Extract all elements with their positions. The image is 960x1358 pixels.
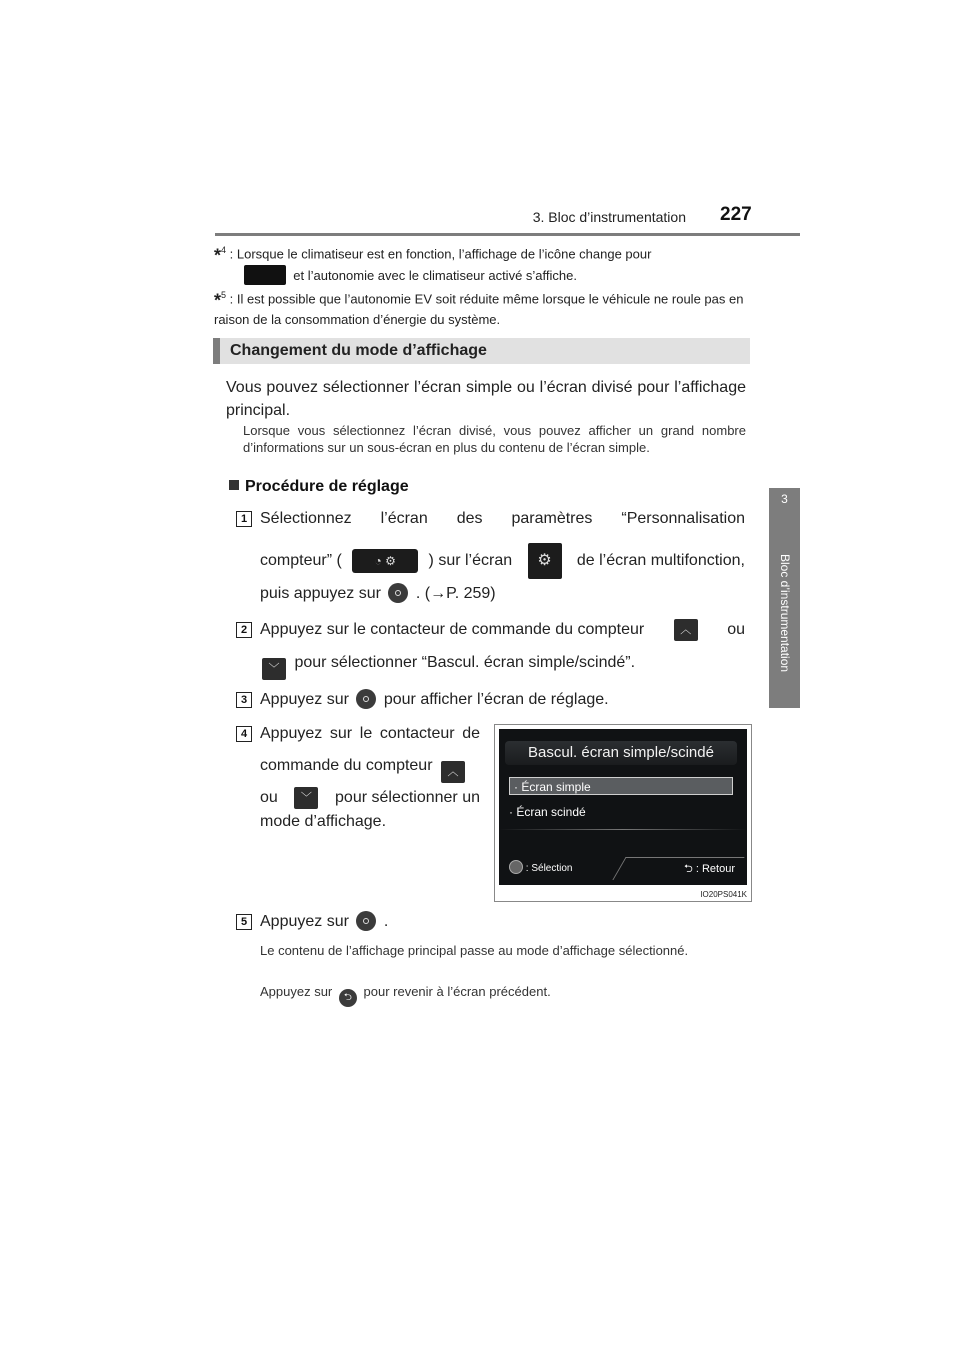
step-2-line-1: Appuyez sur le contacteur de commande du compteur ︿ ou <box>260 618 745 642</box>
step-1-line-1: Sélectionnez l’écran des paramètres “Personnalisation <box>260 510 745 527</box>
result-note: Le contenu de l’affichage principal passe au mode d’affichage sélectionné. <box>260 943 689 958</box>
step-4-line-2: commande du compteur ︿ <box>260 754 469 783</box>
step-number: 1 <box>236 511 252 527</box>
step-4-line-3: ou ﹀ pour sélectionner un <box>260 786 480 810</box>
header-rule <box>215 233 800 236</box>
up-arrow-icon: ︿ <box>441 761 465 783</box>
option-ecran-scinde: · Écran scindé <box>509 805 586 819</box>
ok-button-icon <box>356 689 376 709</box>
section-intro: Vous pouvez sélectionner l’écran simple ou l’écran divisé pour l’affichage principal. <box>226 379 746 419</box>
step-number: 4 <box>236 726 252 742</box>
section-heading: Changement du mode d’affichage <box>213 338 750 364</box>
gear-icon: ⚙ <box>528 543 562 579</box>
footer-selection: : Sélection <box>509 860 572 874</box>
step-4-line-4: mode d’affichage. <box>260 813 387 830</box>
screen-footer <box>499 857 747 881</box>
side-tab-label: Bloc d’instrumentation <box>778 554 792 673</box>
gauge-settings-icon: ◔ ⚙ <box>352 549 418 573</box>
back-arrow-icon: ⮌ <box>683 863 693 875</box>
step-2-line-2: ﹀ pour sélectionner “Bascul. écran simple/scindé”. <box>262 651 635 680</box>
step-1-line-2: compteur” ( ◔ ⚙ ) sur l’écran ⚙ de l’écran multifonction, <box>260 543 745 579</box>
back-button-icon: ⮌ <box>339 989 357 1007</box>
meter-screen <box>499 729 747 885</box>
step-4-line-1: Appuyez sur le contacteur de <box>260 725 480 742</box>
procedure-title: Procédure de réglage <box>229 478 409 496</box>
ok-button-icon <box>388 583 408 603</box>
footnote-4: *$^4$ : Lorsque le climatiseur est en fonction, l’affichage de l’icône change pour et l’autonomie avec le climatiseur activé s’affiche. <box>214 245 652 284</box>
screen-title: Bascul. écran simple/scindé <box>505 741 737 765</box>
display-screenshot <box>494 724 752 902</box>
up-arrow-icon: ︿ <box>674 619 698 641</box>
square-bullet-icon <box>229 480 239 490</box>
ac-range-icon <box>244 265 286 285</box>
page-number: 227 <box>720 204 752 225</box>
step-number: 5 <box>236 914 252 930</box>
step-3: Appuyez sur pour afficher l’écran de réglage. <box>260 691 609 708</box>
down-arrow-icon: ﹀ <box>294 787 318 809</box>
step-number: 3 <box>236 692 252 708</box>
image-code: IO20PS041K <box>700 890 747 899</box>
step-1-line-3: puis appuyez sur . (→P. 259) <box>260 585 496 602</box>
footer-return: ⮌ : Retour <box>683 863 735 875</box>
screen-divider <box>499 829 747 830</box>
back-note: Appuyez sur ⮌ pour revenir à l’écran précédent. <box>260 983 745 1007</box>
footnote-5: *$^5$ : Il est possible que l’autonomie EV soit réduite même lorsque le véhicule ne roule pas en raison de la consommation d’énergie du système. <box>214 290 744 328</box>
chapter-title: 3. Bloc d’instrumentation <box>532 209 686 225</box>
step-number: 2 <box>236 622 252 638</box>
down-arrow-icon: ﹀ <box>262 658 286 680</box>
ok-button-icon <box>509 860 523 874</box>
step-5: Appuyez sur . <box>260 913 389 930</box>
side-tab-number: 3 <box>781 492 788 506</box>
ok-button-icon <box>356 911 376 931</box>
section-note: Lorsque vous sélectionnez l’écran divisé, vous pouvez afficher un grand nombre d’informations sur un sous-écran en plus du contenu de l’écran simple. <box>243 423 746 455</box>
option-ecran-simple: · Écran simple <box>509 777 733 795</box>
